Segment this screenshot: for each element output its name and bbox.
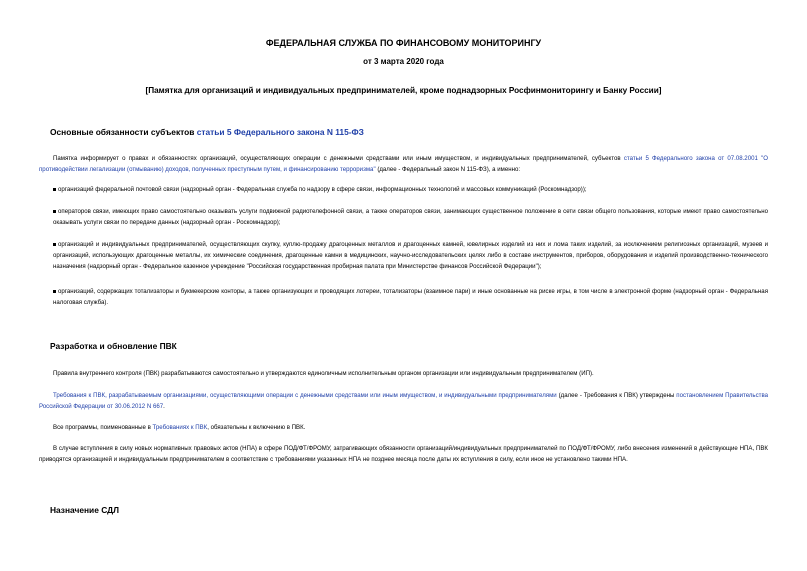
intro-paragraph <box>39 154 768 176</box>
section-heading-pvk: Разработка и обновление ПВК <box>50 341 177 351</box>
section-heading-sdl: Назначение СДЛ <box>50 505 119 515</box>
list-item <box>53 207 768 229</box>
paragraph <box>39 391 768 413</box>
list-item <box>53 287 768 309</box>
paragraph-text: Правила внутреннего контроля (ПВК) разрабатываются самостоятельно и утверждаются единоличным исполнительным органом организации или индивидуальным предпринимателем (ИП). <box>53 370 594 377</box>
paragraph <box>39 423 768 434</box>
list-item-text: операторов связи, имеющих право самостоятельно оказывать услуги подвижной радиотелефонной связи, а также операторов связи, занимающих существенное положение в сети связи общего пользования, которые имеют право самостоятельно оказывать услуги связи по передаче данных (надзорный орган - Роскомнадзор); <box>53 208 768 226</box>
paragraph-text: (далее - Требования к ПВК) утверждены <box>556 392 677 399</box>
intro-text-end: (далее - Федеральный закон N 115-ФЗ), а именно: <box>375 165 521 173</box>
list-item <box>53 240 768 272</box>
heading-text: Основные обязанности субъектов <box>50 127 197 137</box>
list-item-text: организаций и индивидуальных предпринимателей, осуществляющих скупку, куплю-продажу драгоценных металлов и драгоценных камней, ювелирных изделий из них и лома таких изделий, за исключением религиозных организаций, музеев и организаций, использующих драгоценные металлы, их химические соединения, драгоценные камни в медицинских, научно-исследовательских целях либо в составе инструментов, приборов, оборудования и изделий производственно-технического назначения (надзорный орган - Федеральное казенное учреждение "Российская государственная пробирная палата при Министерстве финансов Российской Федерации"); <box>53 241 768 270</box>
bullet-icon <box>53 210 56 213</box>
government-decree-link[interactable]: постановлением Правительства Российской Федерации от 30.06.2012 N 667 <box>39 392 769 410</box>
paragraph <box>39 369 768 380</box>
paragraph <box>39 444 768 466</box>
pvk-requirements-link[interactable]: Требования к ПВК, разрабатываемым организациями, осуществляющими операции с денежными средствами или иным имуществом, и индивидуальными предпринимателями <box>53 392 557 399</box>
document-subtitle: [Памятка для организаций и индивидуальных предпринимателей, кроме поднадзорных Росфинмониторингу и Банку России] <box>145 86 662 95</box>
bullet-icon <box>53 290 56 293</box>
intro-text: Памятка информирует о правах и обязанностях организаций, осуществляющих операции с денежными средствами или иным имуществом, и индивидуальных предпринимателей, субъектов <box>53 155 624 162</box>
list-item-text: организаций, содержащих тотализаторы и букмекерские конторы, а также организующих и проводящих лотереи, тотализаторы (взаимное пари) и иные основанные на риске игры, в том числе в электронной форме (надзорный орган - Федеральная налоговая служба). <box>53 288 768 306</box>
federal-law-link[interactable]: статьи 5 Федерального закона от 07.08.2001 "О противодействии легализации (отмыванию) доходов, полученных преступным путем, и финансированию терроризма" <box>39 155 768 173</box>
paragraph-text-end: , обязательны к включению в ПВК. <box>207 424 306 431</box>
document-title: ФЕДЕРАЛЬНАЯ СЛУЖБА ПО ФИНАНСОВОМУ МОНИТОРИНГУ <box>265 38 542 48</box>
document-date: от 3 марта 2020 года <box>363 57 444 66</box>
list-item <box>53 185 768 196</box>
paragraph-text: В случае вступления в силу новых нормативных правовых актов (НПА) в сфере ПОД/ФТ/ФРОМУ, затрагивающих обязанности организаций/индивидуальных предпринимателей по ПОД/ФТ/ФРОМУ, либо внесения изменений в действующие НПА, ПВК приводятся организацией и индивидуальным предпринимателем в соответствие с требованиями указанных НПА не позднее месяца после даты их вступления в силу, если иное не установлено такими НПА. <box>39 445 768 463</box>
pvk-requirements-link[interactable]: Требованиях к ПВК <box>152 424 208 431</box>
section-heading-obligations <box>50 127 364 137</box>
bullet-icon <box>53 188 56 191</box>
law-article-link[interactable]: статьи 5 Федерального закона N 115-ФЗ <box>196 127 364 137</box>
bullet-icon <box>53 243 56 246</box>
list-item-text: организаций федеральной почтовой связи (надзорный орган - Федеральная служба по надзору в сфере связи, информационных технологий и массовых коммуникаций (Роскомнадзор)); <box>58 186 587 193</box>
paragraph-text: Все программы, поименованные в <box>53 424 153 431</box>
paragraph-text-end: . <box>163 402 165 410</box>
